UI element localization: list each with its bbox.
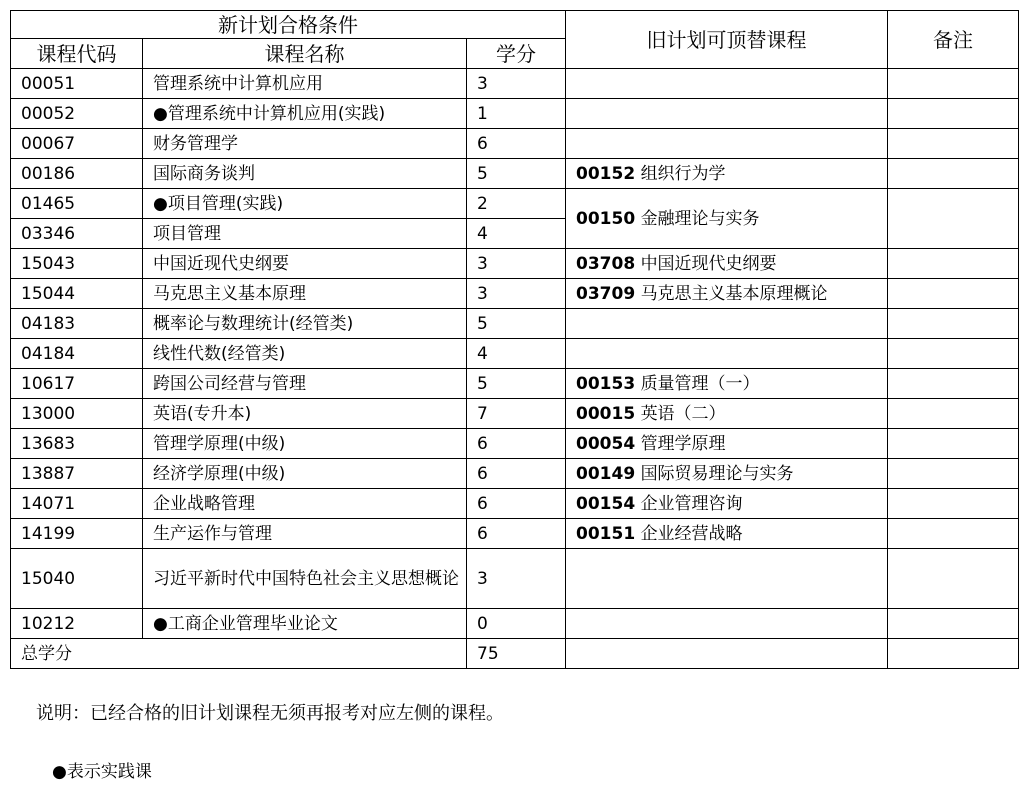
- replacement-name: 马克思主义基本原理概论: [640, 283, 828, 304]
- replacement-course: [566, 489, 888, 519]
- table-row: [11, 369, 1019, 399]
- remark-cell: [888, 399, 1019, 429]
- replacement-name: 企业经营战略: [640, 523, 743, 544]
- replacement-course: [566, 519, 888, 549]
- replacement-name: 金融理论与实务: [640, 208, 760, 229]
- replacement-course: [566, 189, 888, 249]
- remark-cell: [888, 369, 1019, 399]
- course-name: 生产运作与管理: [143, 519, 467, 549]
- table-row: [11, 459, 1019, 489]
- total-credit-label: 总学分: [11, 639, 467, 669]
- course-credit: 6: [467, 429, 566, 459]
- course-credit: 3: [467, 279, 566, 309]
- remark-cell: [888, 519, 1019, 549]
- course-code: 00067: [11, 129, 143, 159]
- replacement-code: 00149: [576, 463, 636, 484]
- course-credit: 4: [467, 339, 566, 369]
- header-credit: 学分: [467, 39, 566, 69]
- course-credit: 7: [467, 399, 566, 429]
- table-row: [11, 339, 1019, 369]
- remark-cell: [888, 309, 1019, 339]
- course-code: 15044: [11, 279, 143, 309]
- replacement-course: [566, 129, 888, 159]
- header-replacement: 旧计划可顶替课程: [566, 11, 888, 69]
- table-row: [11, 279, 1019, 309]
- course-code: 03346: [11, 219, 143, 249]
- remark-cell: [888, 459, 1019, 489]
- course-name: 英语(专升本): [143, 399, 467, 429]
- table-row: [11, 189, 1019, 219]
- replacement-code: 00151: [576, 523, 636, 544]
- remark-cell: [888, 639, 1019, 669]
- course-name: 国际商务谈判: [143, 159, 467, 189]
- replacement-code: 03709: [576, 283, 636, 304]
- replacement-name: 企业管理咨询: [640, 493, 743, 514]
- table-row: [11, 99, 1019, 129]
- replacement-course: [566, 339, 888, 369]
- course-name: ●工商企业管理毕业论文: [143, 609, 467, 639]
- course-name: 企业战略管理: [143, 489, 467, 519]
- replacement-course: [566, 249, 888, 279]
- course-name: ●项目管理(实践): [143, 189, 467, 219]
- replacement-code: 00015: [576, 403, 636, 424]
- course-table: [10, 10, 1019, 669]
- course-name: 经济学原理(中级): [143, 459, 467, 489]
- course-code: 14199: [11, 519, 143, 549]
- course-code: 10212: [11, 609, 143, 639]
- replacement-course: [566, 609, 888, 639]
- course-credit: 6: [467, 519, 566, 549]
- course-credit: 3: [467, 249, 566, 279]
- replacement-course: [566, 69, 888, 99]
- table-row: [11, 69, 1019, 99]
- replacement-course: [566, 459, 888, 489]
- course-code: 13887: [11, 459, 143, 489]
- remark-cell: [888, 279, 1019, 309]
- table-row: [11, 399, 1019, 429]
- replacement-course: [566, 309, 888, 339]
- table-row: [11, 609, 1019, 639]
- course-code: 01465: [11, 189, 143, 219]
- header-course-name: 课程名称: [143, 39, 467, 69]
- course-name: ●管理系统中计算机应用(实践): [143, 99, 467, 129]
- replacement-course: [566, 159, 888, 189]
- total-row: [11, 639, 1019, 669]
- course-credit: 1: [467, 99, 566, 129]
- remark-cell: [888, 129, 1019, 159]
- replacement-course: [566, 639, 888, 669]
- course-code: 13000: [11, 399, 143, 429]
- course-credit: 6: [467, 129, 566, 159]
- replacement-course: [566, 279, 888, 309]
- course-name: 习近平新时代中国特色社会主义思想概论: [143, 549, 467, 609]
- course-name: 财务管理学: [143, 129, 467, 159]
- remark-cell: [888, 189, 1019, 249]
- practice-course-legend: ●表示实践课: [52, 762, 152, 782]
- course-credit: 6: [467, 489, 566, 519]
- table-row: [11, 129, 1019, 159]
- course-code: 04183: [11, 309, 143, 339]
- course-credit: 5: [467, 159, 566, 189]
- course-name: 跨国公司经营与管理: [143, 369, 467, 399]
- remark-cell: [888, 339, 1019, 369]
- replacement-code: 00153: [576, 373, 636, 394]
- course-name: 项目管理: [143, 219, 467, 249]
- course-code: 00052: [11, 99, 143, 129]
- course-name: 马克思主义基本原理: [143, 279, 467, 309]
- course-name: 中国近现代史纲要: [143, 249, 467, 279]
- replacement-name: 管理学原理: [640, 433, 726, 454]
- total-credit-value: 75: [467, 639, 566, 669]
- course-credit: 5: [467, 309, 566, 339]
- table-row: [11, 309, 1019, 339]
- remark-cell: [888, 609, 1019, 639]
- course-name: 线性代数(经管类): [143, 339, 467, 369]
- header-new-plan: 新计划合格条件: [11, 11, 566, 39]
- replacement-code: 03708: [576, 253, 636, 274]
- remark-cell: [888, 99, 1019, 129]
- table-row: [11, 549, 1019, 609]
- replacement-code: 00054: [576, 433, 636, 454]
- table-row: [11, 489, 1019, 519]
- course-credit: 3: [467, 69, 566, 99]
- replacement-name: 国际贸易理论与实务: [640, 463, 794, 484]
- replacement-course: [566, 429, 888, 459]
- course-credit: 4: [467, 219, 566, 249]
- remark-cell: [888, 549, 1019, 609]
- replacement-name: 中国近现代史纲要: [640, 253, 777, 274]
- table-row: [11, 159, 1019, 189]
- course-code: 00051: [11, 69, 143, 99]
- replacement-name: 质量管理（一）: [640, 373, 760, 394]
- remark-cell: [888, 249, 1019, 279]
- course-code: 00186: [11, 159, 143, 189]
- replacement-course: [566, 549, 888, 609]
- remark-cell: [888, 69, 1019, 99]
- course-credit: 6: [467, 459, 566, 489]
- replacement-code: 00150: [576, 208, 636, 229]
- course-credit: 5: [467, 369, 566, 399]
- remark-cell: [888, 429, 1019, 459]
- course-name: 概率论与数理统计(经管类): [143, 309, 467, 339]
- course-code: 15043: [11, 249, 143, 279]
- course-credit: 2: [467, 189, 566, 219]
- course-code: 10617: [11, 369, 143, 399]
- replacement-name: 英语（二）: [640, 403, 726, 424]
- course-code: 13683: [11, 429, 143, 459]
- course-code: 04184: [11, 339, 143, 369]
- replacement-course: [566, 399, 888, 429]
- course-code: 14071: [11, 489, 143, 519]
- replacement-code: 00152: [576, 163, 636, 184]
- explanation-note: 说明：已经合格的旧计划课程无须再报考对应左侧的课程。: [36, 703, 504, 724]
- course-code: 15040: [11, 549, 143, 609]
- replacement-code: 00154: [576, 493, 636, 514]
- header-course-code: 课程代码: [11, 39, 143, 69]
- table-row: [11, 519, 1019, 549]
- course-credit: 0: [467, 609, 566, 639]
- course-name: 管理系统中计算机应用: [143, 69, 467, 99]
- replacement-name: 组织行为学: [640, 163, 726, 184]
- table-row: [11, 249, 1019, 279]
- remark-cell: [888, 489, 1019, 519]
- course-name: 管理学原理(中级): [143, 429, 467, 459]
- remark-cell: [888, 159, 1019, 189]
- replacement-course: [566, 369, 888, 399]
- course-credit: 3: [467, 549, 566, 609]
- header-remark: 备注: [888, 11, 1019, 69]
- replacement-course: [566, 99, 888, 129]
- table-row: [11, 429, 1019, 459]
